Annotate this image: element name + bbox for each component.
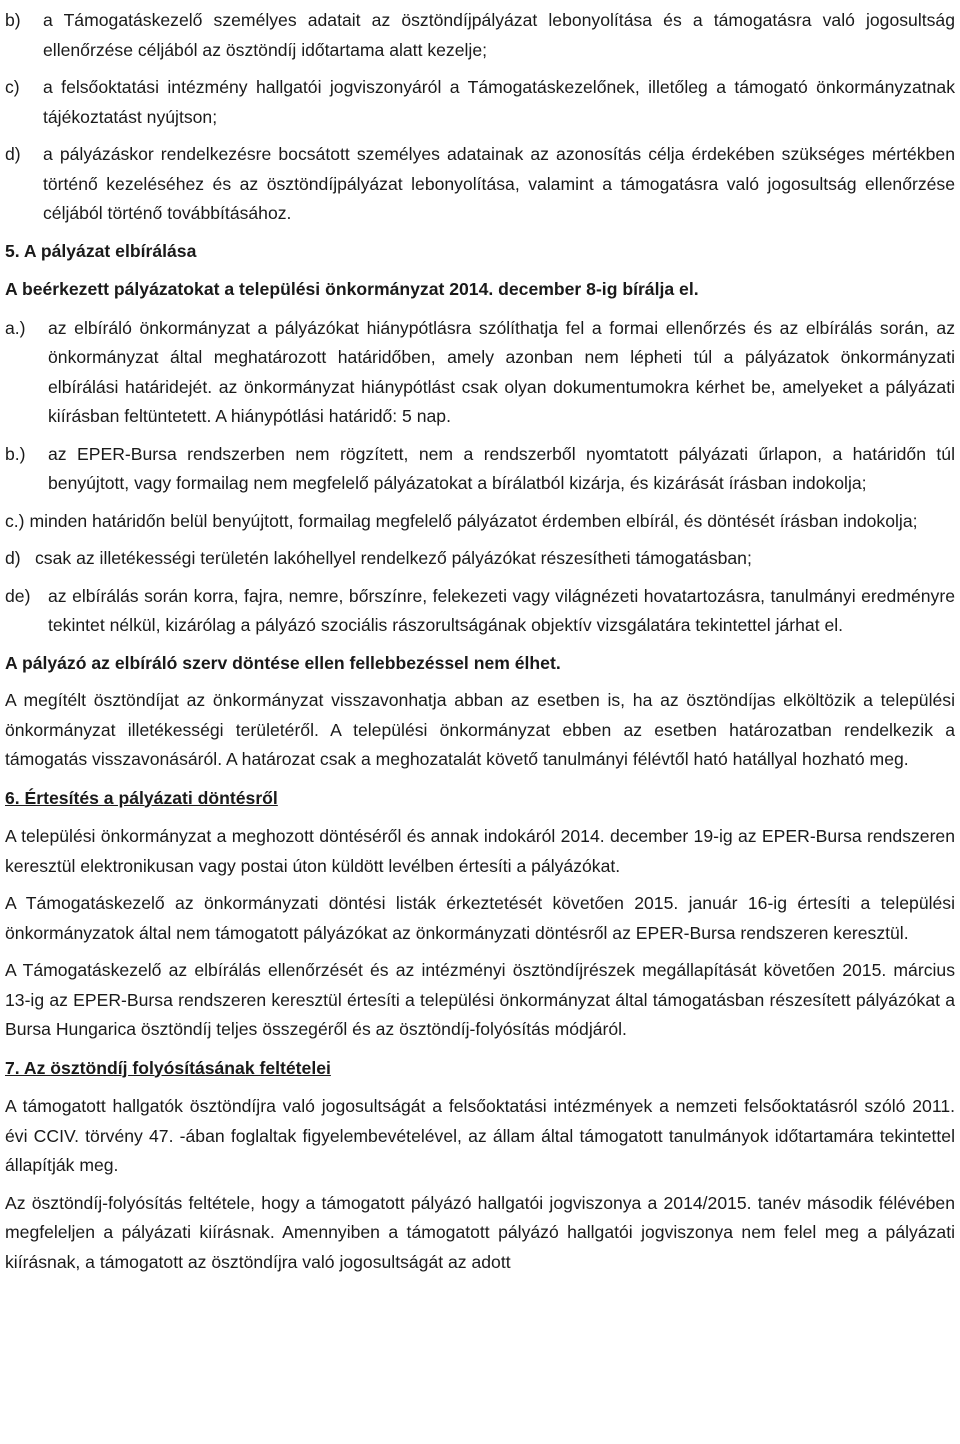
section-heading: 6. Értesítés a pályázati döntésről — [5, 787, 278, 808]
list-item-label: d) — [5, 144, 21, 164]
document-page — [5, 0, 955, 1277]
list-item-text: az elbíráló önkormányzat a pályázókat hiánypótlásra szólíthatja fel a formai ellenőrzés és az elbírálás során, az önkormányzat által meghatározott határidőben, amely azonban nem lépheti túl a pályázatok önkormányzati elbírálási határidejét. az önkormányzat hiánypótlást csak olyan dokumentumokra kérhet be, amelyeket a pályázati kiírásban feltüntetett. A hiánypótlási határidő: 5 nap. — [48, 317, 955, 426]
list-item-label: c.) — [5, 510, 25, 531]
list-item — [5, 314, 955, 432]
list-item-text: a Támogatáskezelő személyes adatait az ösztöndíjpályázat lebonyolítása és a támogatásra való jogosultság ellenőrzése céljából az ösztöndíj időtartama alatt kezelje; — [43, 10, 955, 60]
appeal-note: A pályázó az elbíráló szerv döntése ellen fellebbezéssel nem élhet. — [5, 652, 561, 673]
list-item-text: a felsőoktatási intézmény hallgatói jogviszonyáról a Támogatáskezelőnek, illetőleg a támogató önkormányzatnak tájékoztatást nyújtson; — [43, 77, 955, 127]
paragraph: A támogatott hallgatók ösztöndíjra való jogosultságát a felsőoktatási intézmények a nemzeti felsőoktatásról szóló 2011. évi CCIV. törvény 47. -ában foglaltak figyelembevételével, az állam által támogatott tanulmányok időtartamára tekintettel állapítják meg. — [5, 1096, 955, 1175]
list-item — [5, 544, 955, 574]
consent-list — [5, 6, 955, 229]
list-item-label: c) — [5, 77, 20, 97]
list-item-label: d) — [5, 548, 21, 568]
revocation-paragraph: A megítélt ösztöndíjat az önkormányzat visszavonhatja abban az esetben is, ha az ösztöndíjas elköltözik a települési önkormányzat illetékességi területéről. A települési önkormányzat ebben az esetben határozatban rendelkezik a támogatás visszavonásáról. A határozat csak a meghozatalát követő tanulmányi félévtől ható hatállyal hozható meg. — [5, 690, 955, 769]
deadline-line: A beérkezett pályázatokat a települési önkormányzat 2014. december 8-ig bírálja el. — [5, 279, 699, 299]
list-item — [5, 440, 955, 499]
list-item-label: a.) — [5, 317, 26, 338]
paragraph: A Támogatáskezelő az önkormányzati döntési listák érkeztetését követően 2015. január 16-ig értesíti a települési önkormányzatok által nem támogatott pályázókat az önkormányzati döntésről az EPER-Bursa rendszeren keresztül. — [5, 893, 955, 943]
paragraph: Az ösztöndíj-folyósítás feltétele, hogy a támogatott pályázó hallgatói jogviszonya a 2014/2015. tanév második félévében megfeleljen a pályázati kiírásnak. Amennyiben a támogatott pályázó hallgatói jogviszonya nem felel meg a pályázati kiírásnak, a támogatott az ösztöndíjra való jogosultságát az adott — [5, 1192, 955, 1272]
list-item-text: minden határidőn belül benyújtott, formailag megfelelő pályázatot érdemben elbírál, és döntését írásban indokolja; — [29, 510, 918, 531]
section-heading: 5. A pályázat elbírálása — [5, 240, 197, 261]
list-item — [5, 73, 955, 132]
list-item — [5, 6, 955, 65]
section-heading: 7. Az ösztöndíj folyósításának feltételei — [5, 1057, 331, 1078]
list-item-label: b.) — [5, 443, 26, 464]
list-item-label: de) — [5, 585, 31, 606]
list-item-text: a pályázáskor rendelkezésre bocsátott személyes adatainak az azonosítás célja érdekében szükséges mértékben történő kezeléséhez és az ösztöndíjpályázat lebonyolítása, valamint a támogatásra való jogosultság ellenőrzése céljából történő továbbításához. — [43, 144, 955, 223]
list-item-text: az EPER-Bursa rendszerben nem rögzített, nem a rendszerből nyomtatott pályázati űrlapon, a határidőn túl benyújtott, vagy formailag nem megfelelő pályázatokat a bírálatból kizárja, és kizárását írásban indokolja; — [48, 443, 955, 493]
list-item-text: csak az illetékességi területén lakóhellyel rendelkező pályázókat részesítheti támogatásban; — [35, 548, 752, 568]
list-item — [5, 582, 955, 641]
list-item-text: az elbírálás során korra, fajra, nemre, bőrszínre, felekezeti vagy világnézeti hovatartozásra, tanulmányi eredményre tekintet nélkül, kizárólag a pályázó szociális rászorultságának objektív vizsgálatára tekintettel járhat el. — [48, 585, 955, 635]
paragraph: A települési önkormányzat a meghozott döntéséről és annak indokáról 2014. december 19-ig az EPER-Bursa rendszeren keresztül elektronikusan vagy postai úton küldött levélben értesíti a pályázókat. — [5, 826, 955, 876]
list-item — [5, 140, 955, 229]
list-item — [5, 507, 955, 537]
paragraph: A Támogatáskezelő az elbírálás ellenőrzését és az intézményi ösztöndíjrészek megállapítását követően 2015. március 13-ig az EPER-Bursa rendszeren keresztül értesíti a települési önkormányzat által támogatásban részesített pályázókat a Bursa Hungarica ösztöndíj teljes összegéről és az ösztöndíj-folyósítás módjáról. — [5, 960, 955, 1039]
list-item-label: b) — [5, 10, 21, 30]
evaluation-rules — [5, 314, 955, 641]
